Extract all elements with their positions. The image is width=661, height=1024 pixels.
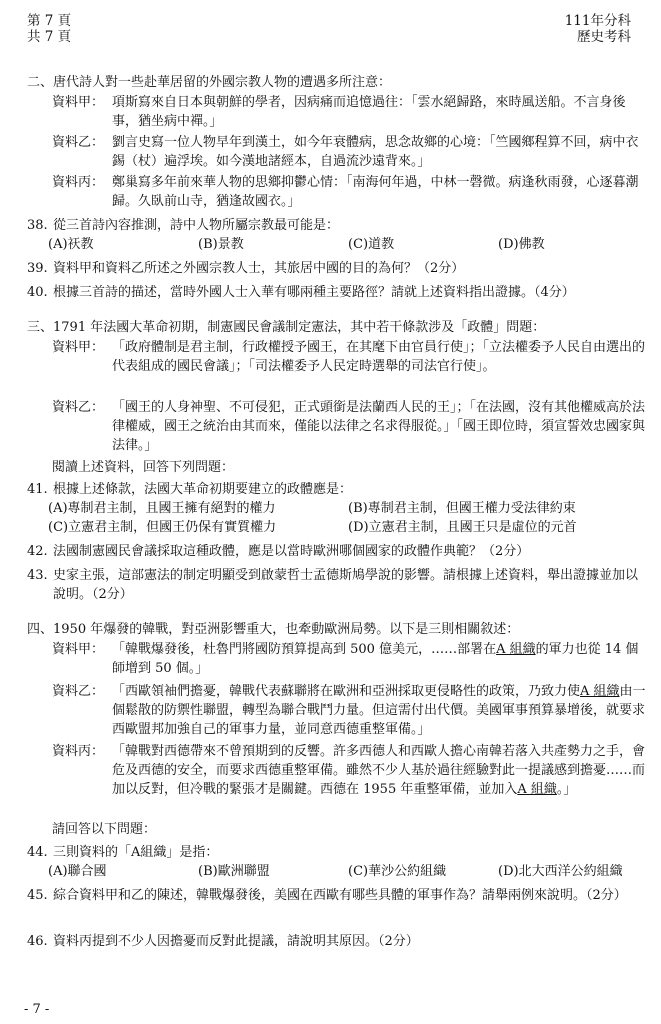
question-text: 三則資料的「A組織」是指： [53,845,219,860]
source-label: 資料甲： [52,95,105,110]
question-text: 根據三首詩的描述，當時外國人士入華有哪兩種主要路徑？請就上述資料指出證據。（4分） [53,285,575,300]
org-a-underlined: A 組織 [517,782,557,797]
source-text: 項斯寫來自日本與朝鮮的學者，因病痛而追憶過往：「雲水絕歸路，來時風送船。不言身後事，猶坐病中禪。」 [112,95,626,129]
question-text: 綜合資料甲和乙的陳述，韓戰爆發後，美國在西歐有哪些具體的軍事作為？請舉兩例來說明。（2分） [53,888,627,903]
question-text: 法國制憲國民會議採取這種政體，應是以當時歐洲哪個國家的政體作典範？（2分） [53,544,530,559]
question-41-options-row2 [48,518,648,537]
question-text: 根據上述條款，法國大革命初期要建立的政體應是： [53,482,353,497]
option-a[interactable]: (A)專制君主制，且國王擁有絕對的權力 [48,501,276,516]
section-3-intro: 三、1791 年法國大革命初期，制憲國民會議制定憲法，其中若干條款涉及「政體」問題： [27,320,546,335]
org-a-underlined: A 組織 [496,642,536,657]
source-label: 資料甲： [52,642,105,657]
exam-year-label: 111年分科 [564,13,631,29]
source-text-post: 由一個鬆散的防禦性聯盟，轉型為聯合戰鬥力量。但這需付出代價。美國軍事預算暴增後，就要求西歐盟邦加強自己的軍事力量，並同意西德重整軍備。」 [112,684,646,737]
subject-label: 歷史考科 [577,29,631,45]
source-text-post: 。」 [556,782,577,797]
source-text [112,682,646,739]
section-2-intro: 二、唐代詩人對一些赴華居留的外國宗教人物的遭遇多所注意： [27,75,392,90]
question-number: 39. [27,261,48,276]
option-b[interactable]: (B)景教 [198,237,244,252]
question-text: 資料甲和資料乙所述之外國宗教人士，其旅居中國的目的為何？（2分） [53,261,465,276]
question-text: 資料丙提到不少人因擔憂而反對此提議，請說明其原因。（2分） [53,934,419,949]
question-text: 史家主張，這部憲法的制定明顯受到啟蒙哲士孟德斯鳩學說的影響。請根據上述資料，舉出證據並加以說明。（2分） [53,568,639,602]
question-38-options [48,235,648,254]
question-text: 從三首詩內容推測，詩中人物所屬宗教最可能是： [53,218,340,233]
section-4-prompt: 請回答以下問題： [52,822,157,837]
question-number: 43. [27,568,48,583]
page-header-left [27,13,71,45]
source-text-pre: 「韓戰對西德帶來不曾預期到的反響。許多西德人和西歐人擔心南韓若落入共產勢力之手，會危及西德的安全，而要求西德重整軍備。雖然不少人基於過往經驗對此一提議感到擔憂……而加以反對，但冷戰的緊張才是關鍵。西德在 1955 年重整軍備，並加入 [112,744,646,797]
question-41-options-row1 [48,499,648,518]
question-number: 44. [27,845,48,860]
source-label: 資料乙： [52,135,105,150]
option-a[interactable]: (A)聯合國 [48,864,107,879]
total-pages-label: 共 7 頁 [27,29,72,45]
option-d[interactable]: (D)立憲君主制，且國王只是虛位的元首 [348,520,577,535]
question-number: 41. [27,482,48,497]
source-text-pre: 「西歐領袖們擔憂，韓戰代表蘇聯將在歐洲和亞洲採取更侵略性的政策，乃致力使 [112,684,581,699]
source-text-post: 的軍力也從 14 個師增到 50 個。」 [112,642,639,676]
source-text-pre: 「韓戰爆發後，杜魯門將國防預算提高到 500 億美元，……部署在 [112,642,497,657]
option-d[interactable]: (D)佛教 [498,237,545,252]
source-label: 資料乙： [52,684,105,699]
page-number-label: 第 7 頁 [27,13,72,29]
option-b[interactable]: (B)歐洲聯盟 [198,864,270,879]
source-text: 「政府體制是君主制，行政權授予國王，在其麾下由官員行使」；「立法權委予人民自由選出的代表組成的國民會議」；「司法權委予人民定時選舉的司法官行使」。 [112,340,646,374]
option-c[interactable]: (C)立憲君主制，但國王仍保有實質權力 [48,520,277,535]
question-number: 45. [27,888,48,903]
org-a-underlined: A 組織 [580,684,620,699]
source-text: 「國王的人身神聖、不可侵犯，正式頭銜是法蘭西人民的王」；「在法國，沒有其他權威高於法律權威，國王之統治由其而來，僅能以法律之名求得服從。」「國王即位時，須宣誓效忠國家與法律。」 [112,400,646,453]
option-c[interactable]: (C)華沙公約組織 [348,864,447,879]
question-number: 42. [27,544,48,559]
source-text [112,742,646,799]
source-text: 鄭巢寫多年前來華人物的思鄉抑鬱心情：「南海何年過，中林一磬微。病逢秋雨發，心逐暮潮歸。久臥前山寺，猶逢故國衣。」 [112,175,639,209]
option-a[interactable]: (A)祆教 [48,237,94,252]
question-number: 46. [27,934,48,949]
page-header-right [565,13,631,45]
source-text: 劉言史寫一位人物早年到漢土，如今年衰體病，思念故鄉的心境：「竺國鄉程算不回，病中衣錫（杖）遍浮埃。如今漢地諸經本，自過流沙遠背來。」 [112,135,639,169]
source-label: 資料丙： [52,744,105,759]
option-b[interactable]: (B)專制君主制，但國王權力受法律約束 [348,501,576,516]
question-number: 38. [27,218,48,233]
source-label: 資料乙： [52,400,105,415]
section-3-prompt: 閱讀上述資料，回答下列問題： [52,460,235,475]
option-c[interactable]: (C)道教 [348,237,395,252]
question-number: 40. [27,285,48,300]
page-footer-number: - 7 - [24,1002,50,1017]
section-4-intro: 四、1950 年爆發的韓戰，對亞洲影響重大，也牽動歐洲局勢。以下是三則相關敘述： [27,622,520,637]
option-d[interactable]: (D)北大西洋公約組織 [498,864,623,879]
source-label: 資料甲： [52,340,105,355]
source-label: 資料丙： [52,175,105,190]
source-text [112,640,646,678]
question-44-options [48,862,648,881]
